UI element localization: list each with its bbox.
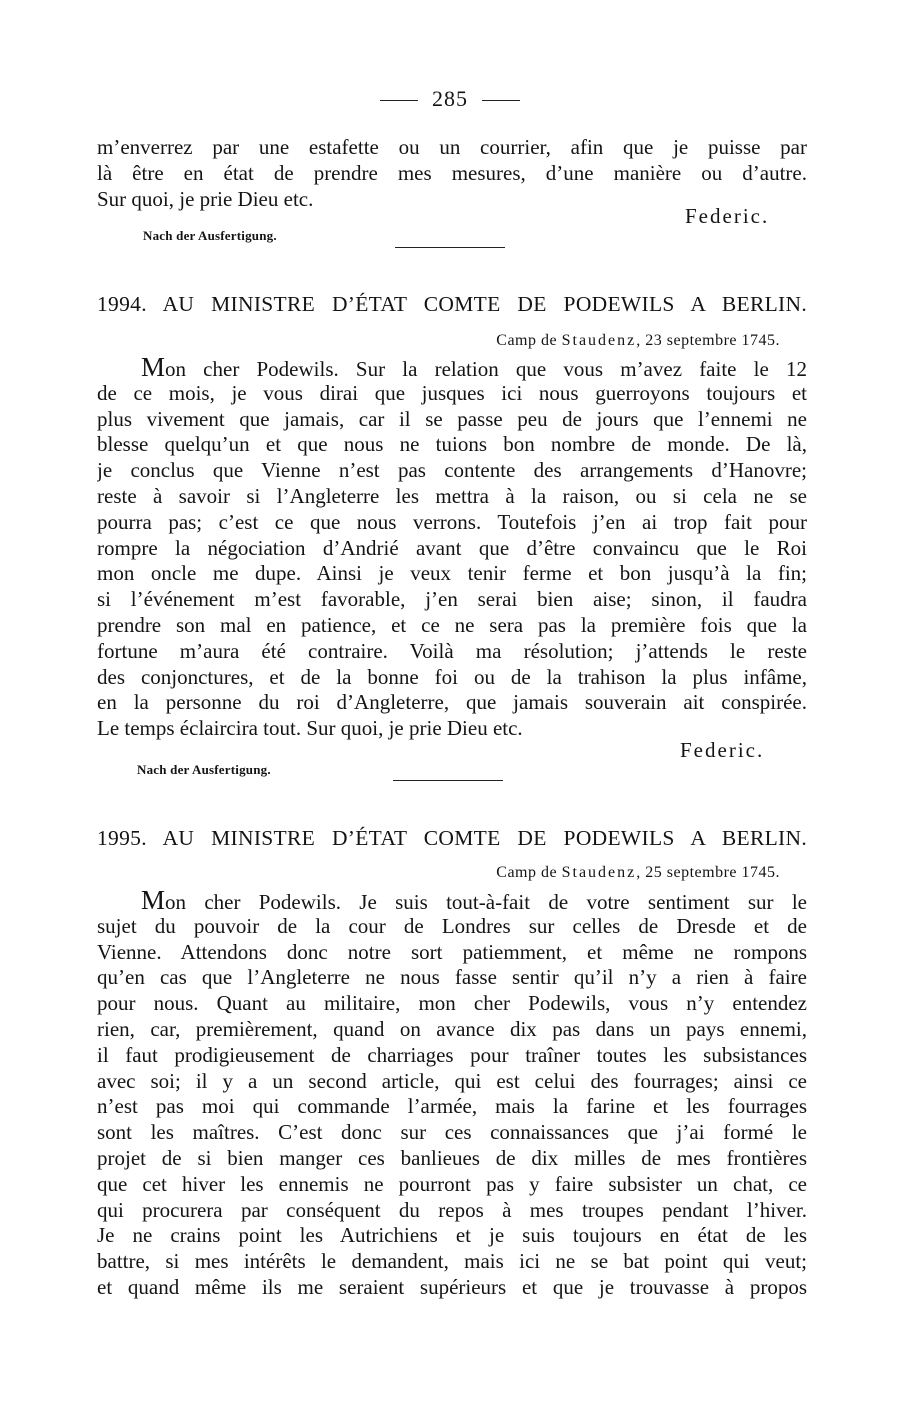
- text-line: prendre son mal en patience, et ce ne sera pas la première fois que la: [97, 612, 807, 637]
- page-number: 285: [432, 86, 468, 111]
- text-line: il faut prodigieusement de charriages pour traîner toutes les subsistances: [97, 1042, 807, 1067]
- source-note: Nach der Ausfertigung.: [137, 762, 271, 777]
- header-dash-right: [482, 100, 520, 101]
- text-line: des conjonctures, et de la bonne foi ou de la trahison la plus infâme,: [97, 664, 807, 689]
- letter-body: [97, 355, 807, 742]
- text-line: pour nous. Quant au militaire, mon cher Podewils, vous n’y entendez: [97, 991, 807, 1016]
- text-line: que cet hiver les ennemis ne pourront pas y faire subsister un chat, ce: [97, 1171, 807, 1196]
- signature: Federic.: [680, 738, 765, 762]
- text-line: pourra pas; c’est ce que nous verrons. Toutefois j’en ai trop fait pour: [97, 509, 807, 534]
- text-line: projet de si bien manger ces banlieues de dix milles de mes frontières: [97, 1145, 807, 1170]
- text-line: battre, si mes intérêts le demandent, mais ici ne se bat point qui veut;: [97, 1249, 807, 1274]
- text-line: rien, car, premièrement, quand on avance dix pas dans un pays ennemi,: [97, 1016, 807, 1041]
- dateline: [496, 864, 780, 882]
- text-line: et quand même ils me seraient supérieurs et que je trouvasse à propos: [97, 1274, 807, 1299]
- dateline-date: , 25 septembre 1745.: [636, 864, 780, 881]
- text-line: si l’événement m’est favorable, j’en serai bien aise; sinon, il faudra: [97, 587, 807, 612]
- letter-title: 1995. AU MINISTRE D’ÉTAT COMTE DE PODEWILS A BERLIN.: [97, 826, 807, 850]
- text-line: qui procurera par conséquent du repos à mes troupes pendant l’hiver.: [97, 1197, 807, 1222]
- text-line: Le temps éclaircira tout. Sur quoi, je prie Dieu etc.: [97, 716, 523, 741]
- letter-body: [97, 888, 807, 1301]
- text-line: blesse quelqu’un et que nous ne tuions bon nombre de monde. De là,: [97, 432, 807, 457]
- text-line: [97, 355, 807, 381]
- text-line: sont les maîtres. C’est donc sur ces connaissances que j’ai formé le: [97, 1120, 807, 1145]
- text-line: [97, 888, 807, 914]
- text-line-rest: on cher Podewils. Sur la relation que vous m’avez faite le 12: [165, 357, 807, 381]
- text-line: Je ne crains point les Autrichiens et je suis toujours en état de les: [97, 1223, 807, 1248]
- section-rule: [395, 247, 505, 248]
- dateline-place: Staudenz: [561, 332, 637, 349]
- text-line: là être en état de prendre mes mesures, d’une manière ou d’autre.: [97, 160, 807, 185]
- text-line: n’est pas moi qui commande l’armée, mais la farine et les fourrages: [97, 1094, 807, 1119]
- text-line: Vienne. Attendons donc notre sort patiemment, et même ne rompons: [97, 939, 807, 964]
- text-line: m’enverrez par une estafette ou un courrier, afin que je puisse par: [97, 135, 807, 159]
- text-line: rompre la négociation d’Andrié avant que d’être convaincu que le Roi: [97, 535, 807, 560]
- text-line: plus vivement que jamais, car il se passe peu de jours que l’ennemi ne: [97, 406, 807, 431]
- section-rule: [393, 780, 503, 781]
- text-line: reste à savoir si l’Angleterre les mettra à la raison, ou si cela ne se: [97, 483, 807, 508]
- text-line: sujet du pouvoir de la cour de Londres sur celles de Dresde et de: [97, 913, 807, 938]
- dateline-prefix: Camp de: [496, 864, 562, 881]
- dateline-prefix: Camp de: [496, 332, 562, 349]
- letter-title: 1994. AU MINISTRE D’ÉTAT COMTE DE PODEWILS A BERLIN.: [97, 292, 807, 316]
- text-line-rest: on cher Podewils. Je suis tout-à-fait de votre sentiment sur le: [165, 890, 807, 914]
- text-line: en la personne du roi d’Angleterre, que jamais souverain ait conspirée.: [97, 690, 807, 715]
- text-line: qu’en cas que l’Angleterre ne nous fasse sentir qu’il n’y a rien à faire: [97, 965, 807, 990]
- text-line: mon oncle me dupe. Ainsi je veux tenir ferme et bon jusqu’à la fin;: [97, 561, 807, 586]
- continuation-text: [97, 135, 807, 212]
- drop-cap: M: [141, 355, 166, 381]
- page-header: [0, 86, 900, 112]
- signature: Federic.: [685, 204, 770, 228]
- dateline-date: , 23 septembre 1745.: [636, 332, 780, 349]
- text-line: fortune m’aura été contraire. Voilà ma résolution; j’attends le reste: [97, 638, 807, 663]
- drop-cap: M: [141, 888, 166, 914]
- source-note: Nach der Ausfertigung.: [143, 228, 277, 243]
- text-line: Sur quoi, je prie Dieu etc.: [97, 186, 314, 211]
- dateline: [496, 332, 780, 350]
- text-line: de ce mois, je vous dirai que jusques ici nous guerroyons toujours et: [97, 380, 807, 405]
- text-line: je conclus que Vienne n’est pas contente des arrangements d’Hanovre;: [97, 458, 807, 483]
- dateline-place: Staudenz: [561, 864, 637, 881]
- text-line: avec soi; il y a un second article, qui est celui des fourrages; ainsi ce: [97, 1068, 807, 1093]
- header-dash-left: [380, 100, 418, 101]
